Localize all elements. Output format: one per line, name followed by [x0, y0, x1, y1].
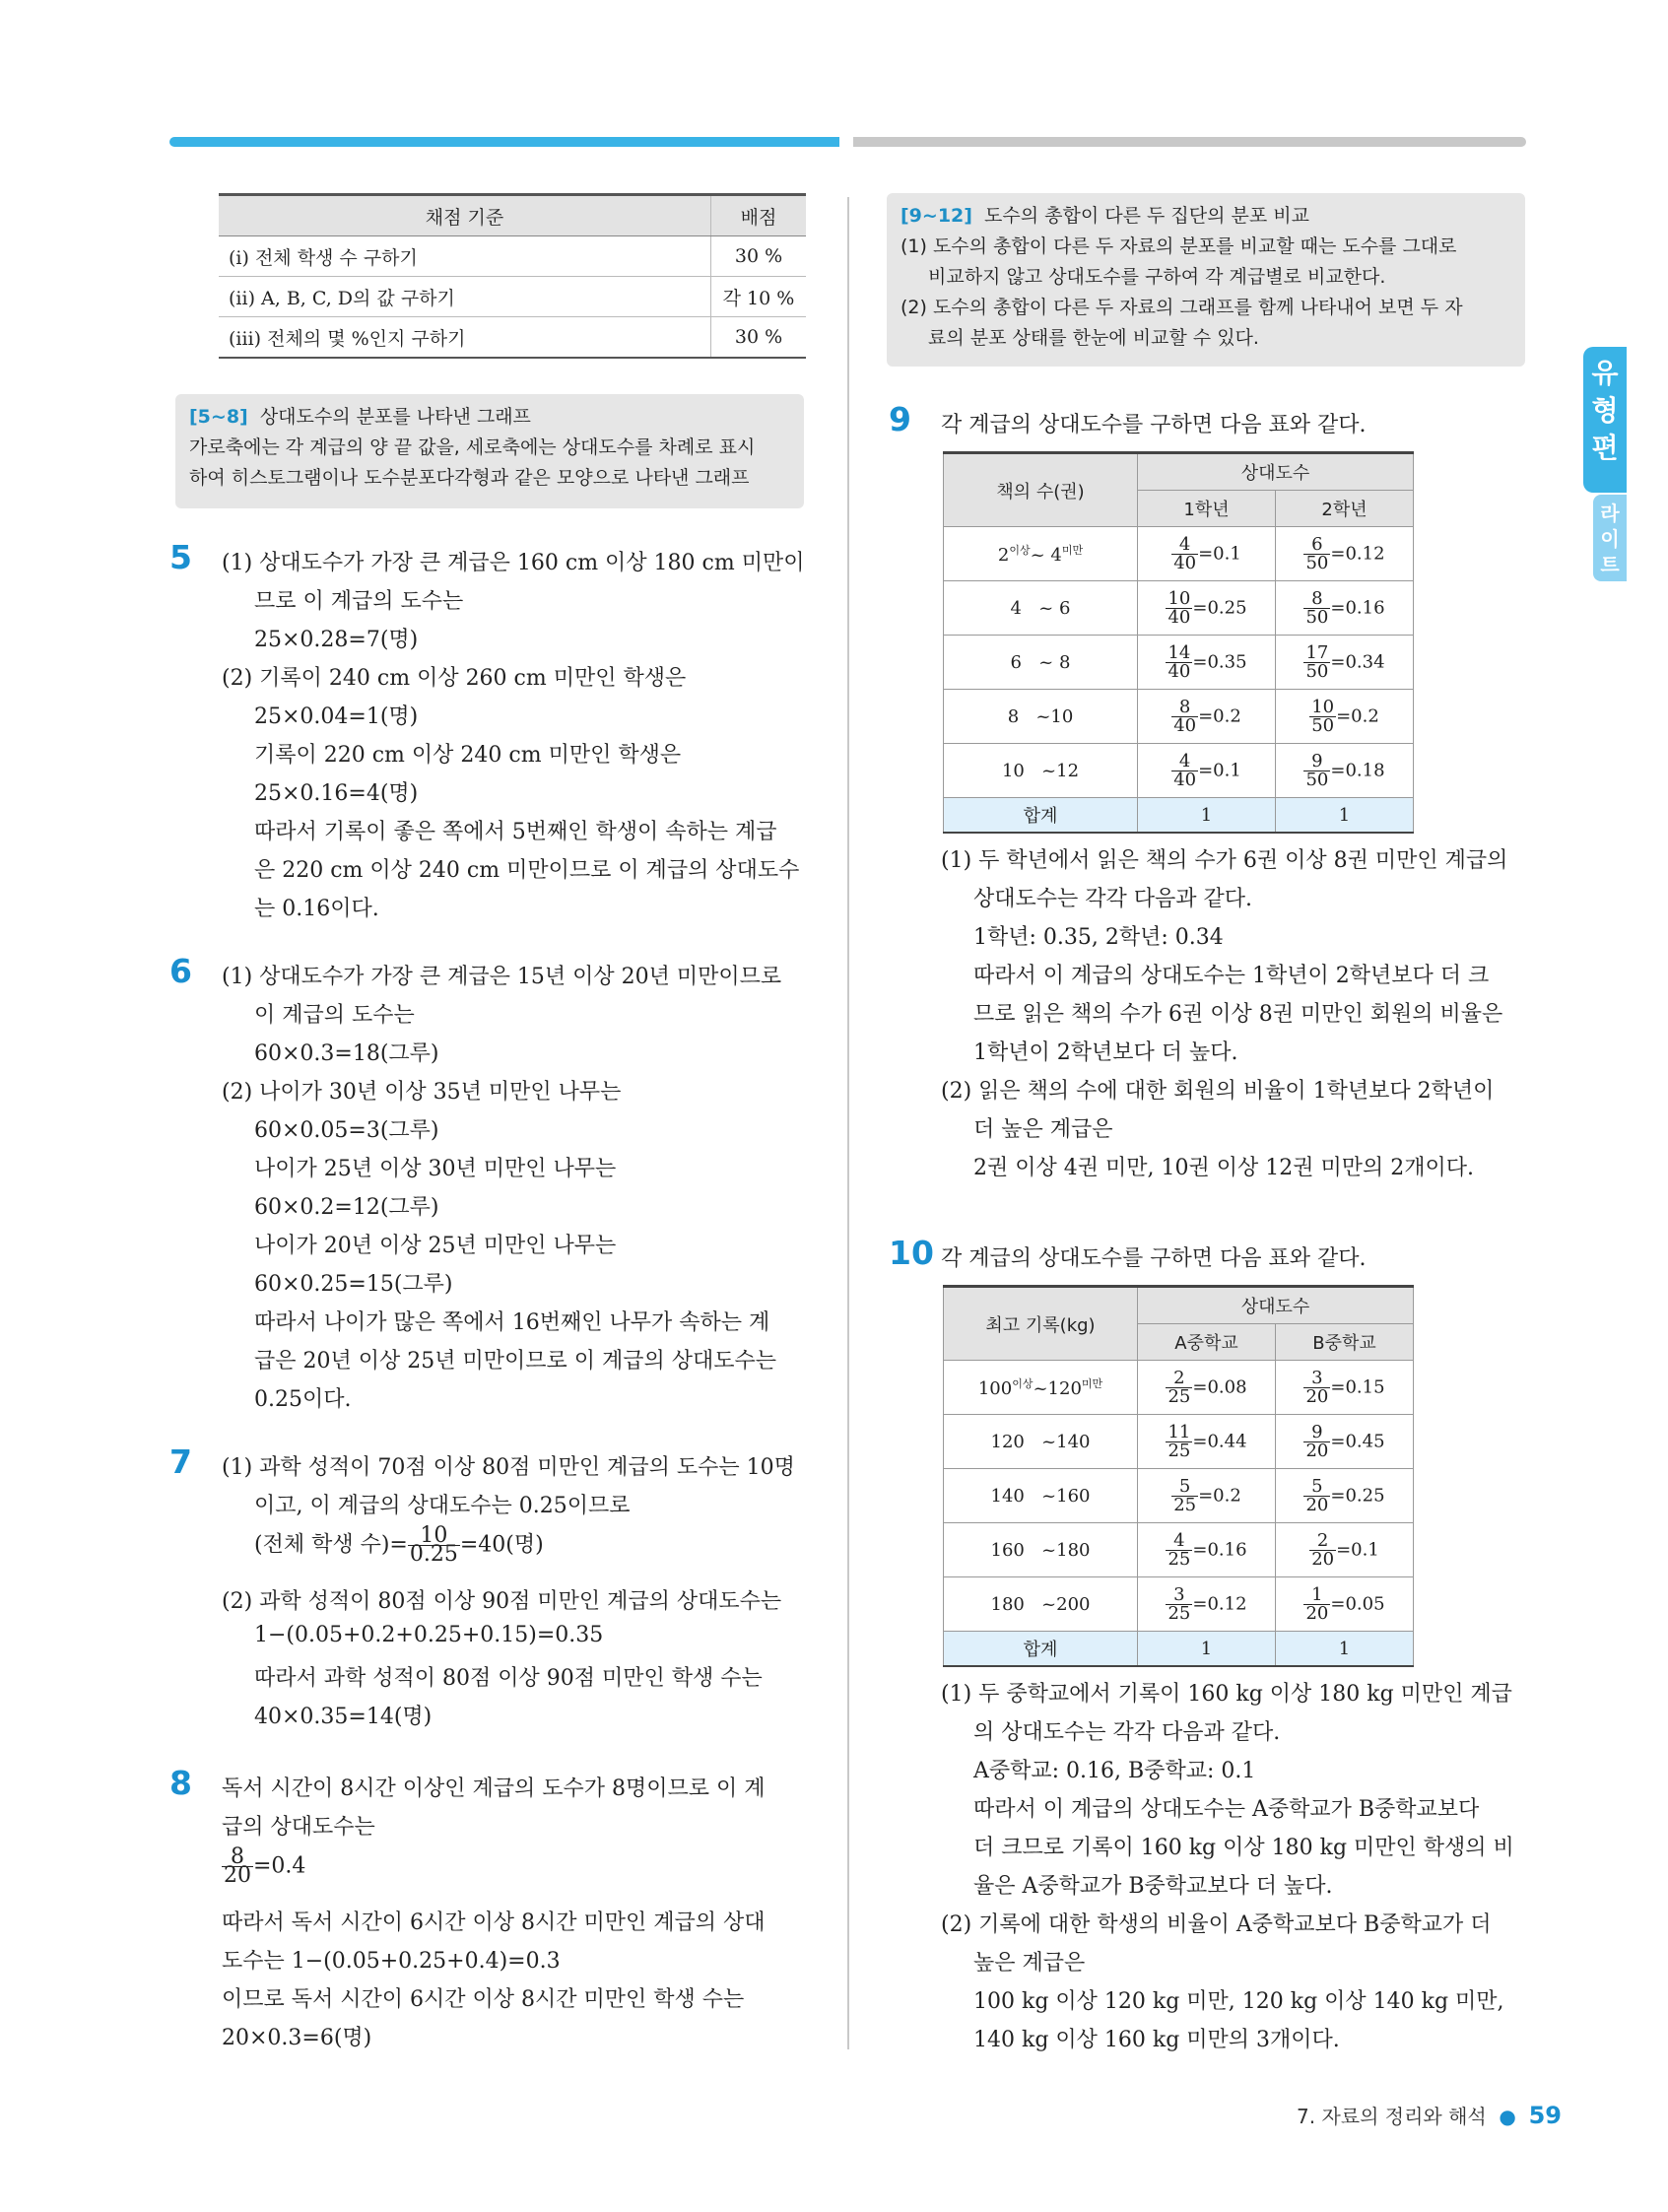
class-cell: 6 ~ 8 [944, 636, 1138, 690]
answer-line: A중학교: 0.16, B중학교: 0.1 [973, 1759, 1256, 1783]
note-line: 비교하지 않고 상대도수를 구하여 각 계급별로 비교한다. [928, 266, 1386, 288]
problem-number: 6 [169, 952, 192, 990]
table-row [944, 1577, 1414, 1632]
answer-line: (1) 과학 성적이 70점 이상 80점 미만인 계급의 도수는 10명 [222, 1455, 795, 1480]
answer-line: 40×0.35=14(명) [254, 1705, 433, 1729]
total-row [944, 798, 1414, 834]
problem-number: 5 [169, 538, 192, 576]
answer-line: 율은 A중학교가 B중학교보다 더 높다. [973, 1874, 1333, 1899]
answer-line: (1) 상대도수가 가장 큰 계급은 15년 이상 20년 미만이므로 [222, 965, 782, 989]
value-cell: $\frac{9}{50}$ =0.18 [1276, 744, 1414, 798]
answer-line: (1) 두 학년에서 읽은 책의 수가 6권 이상 8권 미만인 계급의 [941, 848, 1508, 873]
answer-line: 따라서 기록이 좋은 쪽에서 5번째인 학생이 속하는 계급 [254, 820, 777, 844]
relative-frequency-table-9 [943, 451, 1414, 834]
criteria-cell: (ⅲ) 전체의 몇 %인지 구하기 [219, 317, 711, 359]
problem-number: 8 [169, 1764, 192, 1802]
class-cell: 10 ~12 [944, 744, 1138, 798]
class-cell: 4 ~ 6 [944, 581, 1138, 636]
tab-char: 형 [1591, 394, 1619, 427]
answer-line: 이고, 이 계급의 상대도수는 0.25이므로 [254, 1494, 631, 1518]
answer-line: 25×0.04=1(명) [254, 704, 419, 729]
value-cell: $\frac{10}{50}$ =0.2 [1276, 690, 1414, 744]
criteria-cell: (ⅰ) 전체 학생 수 구하기 [219, 236, 711, 277]
answer-line: 급은 20년 이상 25년 미만이므로 이 계급의 상대도수는 [254, 1349, 776, 1374]
note-box-9-12 [887, 193, 1525, 367]
value-cell: $\frac{9}{20}$ =0.45 [1276, 1415, 1414, 1469]
school-header: A중학교 [1138, 1324, 1276, 1361]
score-header: 배점 [711, 195, 807, 236]
answer-line: 1학년이 2학년보다 더 높다. [973, 1040, 1238, 1065]
answer-line: 2권 이상 4권 미만, 10권 이상 12권 미만의 2개이다. [973, 1156, 1474, 1180]
value-cell: $\frac{4}{40}$ =0.1 [1138, 744, 1276, 798]
answer-line: 나이가 20년 이상 25년 미만인 나무는 [254, 1234, 617, 1258]
fraction-numerator: 10 [408, 1527, 460, 1546]
value-cell: $\frac{2}{25}$ =0.08 [1138, 1361, 1276, 1415]
answer-line: (2) 나이가 30년 이상 35년 미만인 나무는 [222, 1080, 622, 1105]
problem-number: 9 [889, 400, 911, 438]
tab-char: 이 [1600, 527, 1620, 551]
value-cell: $\frac{17}{50}$ =0.34 [1276, 636, 1414, 690]
note-line: 가로축에는 각 계급의 양 끝 값을, 세로축에는 상대도수를 차례로 표시 [189, 436, 756, 458]
answer-line: 므로 이 계급의 도수는 [254, 589, 464, 614]
class-header: 최고 기록(kg) [944, 1287, 1138, 1361]
answer-line: 도수는 1−(0.05+0.25+0.4)=0.3 [222, 1949, 561, 1974]
answer-line: 따라서 과학 성적이 80점 이상 90점 미만인 학생 수는 [254, 1666, 763, 1691]
answer-line: 높은 계급은 [973, 1951, 1086, 1976]
class-cell: 180 ~200 [944, 1577, 1138, 1632]
note-line: 하여 히스토그램이나 도수분포다각형과 같은 모양으로 나타낸 그래프 [189, 467, 750, 489]
equation-line [254, 1523, 544, 1567]
table-row [944, 1361, 1414, 1415]
fraction-denominator: 20 [224, 1863, 251, 1888]
equation-prefix: (전체 학생 수)= [254, 1532, 408, 1558]
subsection-tab[interactable] [1593, 495, 1627, 581]
total-value: 1 [1138, 798, 1276, 834]
answer-intro: 각 계급의 상대도수를 구하면 다음 표와 같다. [941, 1246, 1367, 1271]
answer-line: 이므로 독서 시간이 6시간 이상 8시간 미만인 학생 수는 [222, 1987, 745, 2012]
tab-char: 라 [1600, 502, 1620, 525]
criteria-cell: (ⅱ) A, B, C, D의 값 구하기 [219, 277, 711, 317]
answer-line: 60×0.05=3(그루) [254, 1118, 439, 1143]
answer-line: 따라서 독서 시간이 6시간 이상 8시간 미만인 계급의 상대 [222, 1910, 766, 1935]
answer-line: 60×0.25=15(그루) [254, 1272, 453, 1297]
note-tag: [5~8] [189, 406, 248, 428]
answer-line: 25×0.28=7(명) [254, 628, 419, 652]
answer-line: (1) 두 중학교에서 기록이 160 kg 이상 180 kg 미만인 계급 [941, 1682, 1512, 1707]
answer-line: 따라서 나이가 많은 쪽에서 16번째인 나무가 속하는 계 [254, 1310, 770, 1335]
relative-frequency-table-10 [943, 1285, 1414, 1667]
value-cell: $\frac{3}{25}$ =0.12 [1138, 1577, 1276, 1632]
answer-line: 60×0.3=18(그루) [254, 1041, 439, 1066]
top-accent-bar [169, 137, 839, 147]
class-cell: 120 ~140 [944, 1415, 1138, 1469]
value-cell: $\frac{3}{20}$ =0.15 [1276, 1361, 1414, 1415]
class-cell: $100^{이상}\sim 120^{미만}$ [944, 1361, 1138, 1415]
grade-header: 1학년 [1138, 491, 1276, 527]
answer-line: 상대도수는 각각 다음과 같다. [973, 887, 1252, 911]
answer-line: 나이가 25년 이상 30년 미만인 나무는 [254, 1157, 617, 1181]
table-row [944, 1523, 1414, 1577]
answer-line: 따라서 이 계급의 상대도수는 1학년이 2학년보다 더 크 [973, 964, 1490, 988]
total-value: 1 [1276, 798, 1414, 834]
answer-line: 이 계급의 도수는 [254, 1003, 415, 1028]
answer-line: 1−(0.05+0.2+0.25+0.15)=0.35 [254, 1623, 604, 1647]
table-row [944, 744, 1414, 798]
note-tag: [9~12] [901, 205, 972, 227]
relative-frequency-header: 상대도수 [1138, 1287, 1414, 1324]
answer-line: 20×0.3=6(명) [222, 2026, 372, 2050]
note-line: (1) 도수의 총합이 다른 두 자료의 분포를 비교할 때는 도수를 그대로 [901, 235, 1457, 257]
tab-char: 유 [1591, 357, 1619, 389]
answer-line: 급의 상대도수는 [222, 1815, 375, 1840]
class-cell: $2^{이상}\sim$ $4^{미만}$ [944, 527, 1138, 581]
value-cell: $\frac{8}{40}$ =0.2 [1138, 690, 1276, 744]
table-row [944, 636, 1414, 690]
answer-line: (2) 기록이 240 cm 이상 260 cm 미만인 학생은 [222, 666, 687, 691]
score-cell: 30 % [711, 317, 807, 359]
value-cell: $\frac{6}{50}$ =0.12 [1276, 527, 1414, 581]
answer-line: 므로 읽은 책의 수가 6권 이상 8권 미만인 회원의 비율은 [973, 1002, 1503, 1027]
table-row [944, 527, 1414, 581]
answer-line: 은 220 cm 이상 240 cm 미만이므로 이 계급의 상대도수 [254, 858, 800, 883]
problem-number: 10 [889, 1234, 934, 1272]
page-number: 59 [1528, 2102, 1563, 2129]
equation-line [222, 1844, 306, 1888]
class-header: 책의 수(권) [944, 453, 1138, 527]
answer-line: 독서 시간이 8시간 이상인 계급의 도수가 8명이므로 이 계 [222, 1776, 766, 1801]
answer-line: 따라서 이 계급의 상대도수는 A중학교가 B중학교보다 [973, 1797, 1480, 1822]
total-row [944, 1632, 1414, 1667]
class-cell: 8 ~10 [944, 690, 1138, 744]
value-cell: $\frac{4}{25}$ =0.16 [1138, 1523, 1276, 1577]
table-row [944, 690, 1414, 744]
table-row [944, 1469, 1414, 1523]
score-cell: 30 % [711, 236, 807, 277]
value-cell: $\frac{14}{40}$ =0.35 [1138, 636, 1276, 690]
answer-line: 60×0.2=12(그루) [254, 1195, 439, 1220]
answer-line: 는 0.16이다. [254, 897, 379, 921]
answer-line: (1) 상대도수가 가장 큰 계급은 160 cm 이상 180 cm 미만이 [222, 551, 805, 575]
fraction [222, 1844, 253, 1888]
answer-line: 의 상대도수는 각각 다음과 같다. [973, 1720, 1281, 1745]
answer-line: (2) 과학 성적이 80점 이상 90점 미만인 계급의 상대도수는 [222, 1589, 782, 1614]
chapter-title: 7. 자료의 정리와 해석 [1297, 2105, 1487, 2128]
value-cell: $\frac{10}{40}$ =0.25 [1138, 581, 1276, 636]
answer-line: 25×0.16=4(명) [254, 781, 419, 806]
tab-char: 편 [1591, 432, 1619, 464]
page-footer [1297, 2101, 1562, 2129]
problem-number: 7 [169, 1442, 192, 1481]
answer-line: 0.25이다. [254, 1387, 352, 1412]
total-value: 1 [1276, 1632, 1414, 1667]
relative-frequency-header: 상대도수 [1138, 453, 1414, 491]
note-title: 상대도수의 분포를 나타낸 그래프 [259, 406, 531, 428]
class-cell: 140 ~160 [944, 1469, 1138, 1523]
value-cell: $\frac{2}{20}$ =0.1 [1276, 1523, 1414, 1577]
total-value: 1 [1138, 1632, 1276, 1667]
scoring-criteria-table [219, 193, 806, 359]
note-title: 도수의 총합이 다른 두 집단의 분포 비교 [984, 205, 1309, 227]
grade-header: 2학년 [1276, 491, 1414, 527]
bullet-icon: ● [1493, 2105, 1523, 2128]
answer-line: 더 높은 계급은 [973, 1117, 1113, 1142]
fraction-numerator: 8 [222, 1848, 253, 1867]
answer-line: 기록이 220 cm 이상 240 cm 미만인 학생은 [254, 743, 682, 768]
column-divider [847, 197, 849, 2049]
table-row [944, 1415, 1414, 1469]
value-cell: $\frac{4}{40}$ =0.1 [1138, 527, 1276, 581]
tab-char: 트 [1600, 553, 1620, 576]
answer-line: 100 kg 이상 120 kg 미만, 120 kg 이상 140 kg 미만, [973, 1989, 1504, 2014]
fraction [408, 1523, 460, 1567]
answer-intro: 각 계급의 상대도수를 구하면 다음 표와 같다. [941, 413, 1367, 437]
equation-suffix: =0.4 [253, 1853, 306, 1879]
note-line: 료의 분포 상태를 한눈에 비교할 수 있다. [928, 327, 1259, 349]
note-line: (2) 도수의 총합이 다른 두 자료의 그래프를 함께 나타내어 보면 두 자 [901, 297, 1463, 318]
answer-line: 140 kg 이상 160 kg 미만의 3개이다. [973, 2028, 1340, 2052]
answer-line: 더 크므로 기록이 160 kg 이상 180 kg 미만인 학생의 비 [973, 1836, 1514, 1860]
section-tab[interactable] [1583, 347, 1627, 493]
value-cell: $\frac{5}{25}$ =0.2 [1138, 1469, 1276, 1523]
score-cell: 각 10 % [711, 277, 807, 317]
fraction-denominator: 0.25 [409, 1542, 458, 1567]
value-cell: $\frac{8}{50}$ =0.16 [1276, 581, 1414, 636]
total-label: 합계 [944, 798, 1138, 834]
equation-suffix: =40(명) [459, 1532, 544, 1558]
note-box-5-8 [175, 394, 804, 508]
total-label: 합계 [944, 1632, 1138, 1667]
value-cell: $\frac{1}{20}$ =0.05 [1276, 1577, 1414, 1632]
school-header: B중학교 [1276, 1324, 1414, 1361]
value-cell: $\frac{11}{25}$ =0.44 [1138, 1415, 1276, 1469]
answer-line: 1학년: 0.35, 2학년: 0.34 [973, 925, 1224, 950]
top-gray-bar [853, 137, 1526, 147]
criteria-header: 채점 기준 [219, 195, 711, 236]
class-cell: 160 ~180 [944, 1523, 1138, 1577]
answer-line: (2) 기록에 대한 학생의 비율이 A중학교보다 B중학교가 더 [941, 1912, 1492, 1937]
table-row [944, 581, 1414, 636]
value-cell: $\frac{5}{20}$ =0.25 [1276, 1469, 1414, 1523]
answer-line: (2) 읽은 책의 수에 대한 회원의 비율이 1학년보다 2학년이 [941, 1079, 1495, 1104]
